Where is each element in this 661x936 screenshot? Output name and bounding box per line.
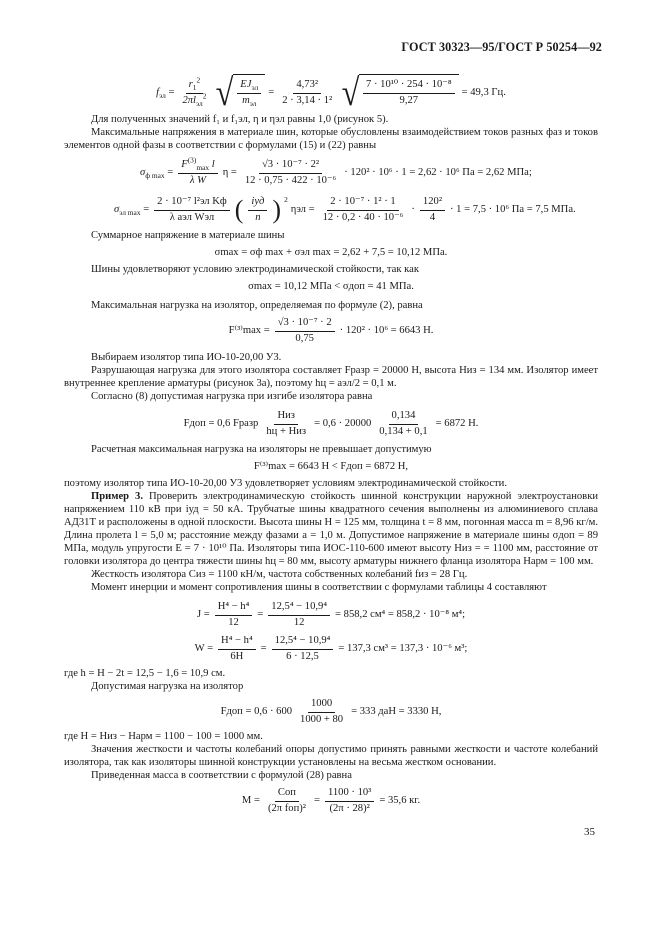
text-paragraph: Для полученных значений f₁ и f₁эл, η и ηэл равны 1,0 (рисунок 5). <box>91 114 389 125</box>
equation-moment-inertia: J = $\frac{\text{H⁴ − h⁴}}{12}$ = $\frac{\text{12,5⁴ − 10,9⁴}}{12}$ = 858,2 см⁴ = 858,2 · 10⁻⁸ м⁴; <box>196 600 466 628</box>
example-3-paragraph: Пример 3. Проверить электродинамическую стойкость шинной конструкции наружной электроустановки напряжением 110 кВ при iуд = 50 кА. Трубчатые шины квадратного сечения выполнены из алюминиевого сплава АД31Т и расположены в одной плоскости. Высота шины H = 125 мм, толщина t = 8 мм, погонная масса m = 8,96 кг/м. Длина пролета l = 5,0 м; расстояние между фазами a = 1,0 м. Допустимое напряжение в материале шины σдоп = 89 МПа, модуль упругости E = 7 · 10¹⁰ Па. Изоляторы типа ИОС-110-600 имеют высоту Hиз = = 1100 мм, расстояние от головки изолятора до центра тяжести шины hц = 80 мм, высоту арматуры нижнего фланца изолятора Hарм = 100 мм. <box>64 491 599 567</box>
text-paragraph: Максимальные напряжения в материале шин, которые обусловлены взаимодействием токов разных фаз и токов элементов одной фазы в соответствии с формулами (15) и (22) равны <box>64 126 598 151</box>
equation-f-el: $f_{эл}$ = $\frac{r_1^2}{2\pi l_{эл}^2}$ √ $\frac{EJ_{эл}}{m_{эл}}$ = $\frac{\text{4,73²}}{\text{2 · 3,14 · 1²}}$ √ $\frac{\text{7 · 10¹⁰ · 254 · 10⁻⁸}}{9,27}$ = 49,3 Гц. <box>156 72 506 114</box>
eq1-frac1: $\frac{r_1^2}{2\pi l_{эл}^2}$ <box>182 75 207 108</box>
text-paragraph: Момент инерции и момент сопротивления шины в соответствии с формулами таблицы 4 составляют <box>91 581 547 593</box>
eq1-sqrt2: √ $\frac{\text{7 · 10¹⁰ · 254 · 10⁻⁸}}{9,27}$ <box>340 74 458 112</box>
equation-f-max: F⁽³⁾max = $\frac{\text{√3 · 10⁻⁷ · 2}}{0,75}$ · 120² · 10⁶ = 6643 Н. <box>228 317 434 344</box>
page-number: 35 <box>584 826 595 838</box>
equation-f-dop: Fдоп = 0,6 Fразр $\frac{\text{Hиз}}{\text{hц + Hиз}}$ = 0,6 · 20000 $\frac{0,134}{0,134 + 0,1}$ = 6872 Н. <box>183 409 479 437</box>
equation-sigma-el-max: $\sigma_{эл max}$ = $\frac{\text{2 · 10⁻⁷ l²эл Kф}}{\text{λ aэл Wэл}}$ ( $\frac{\text{iуд}}{n}$ ) $^2$ ηэл = $\frac{\text{2 · 10⁻⁷ · 1² · 1}}{\text{12 · 0,2 · 40 · 10⁻⁶}}$ · $\frac{\text{120²}}{4}$ · 1 = 7,5 · 10⁶ Па = 7,5 МПа. <box>114 195 576 225</box>
text-paragraph: Шины удовлетворяют условию электродинамической стойкости, так как <box>91 264 419 276</box>
text-paragraph: Максимальная нагрузка на изолятор, определяемая по формуле (2), равна <box>91 300 423 312</box>
text-paragraph: Расчетная максимальная нагрузка на изоляторы не превышает допустимую <box>91 444 432 456</box>
text-paragraph: поэтому изолятор типа ИО-10-20,00 У3 удовлетворяет условиям электродинамической стойкости. <box>64 478 507 490</box>
text-paragraph: Выбираем изолятор типа ИО-10-20,00 У3. <box>91 351 282 363</box>
equation-f-dop-insulator: Fдоп = 0,6 · 600 $\frac{1000}{1000 + 80}$ = 333 даН = 3330 Н, <box>220 698 442 726</box>
equation-sigma-check: σmax = 10,12 МПа < σдоп = 41 МПа. <box>248 281 414 293</box>
text-paragraph: Разрушающая нагрузка для этого изолятора составляет Fразр = 20000 Н, высота Hиз = 134 мм. Изолятор имеет внутреннее крепление арматуры (рисунок 3а), поэтому hц = aэл/2 = 0,1 м. <box>64 364 598 389</box>
text-paragraph: Жесткость изолятора Cиз = 1100 кН/м, частота собственных колебаний fиз = 28 Гц. <box>91 568 468 580</box>
text-paragraph: где h = H − 2t = 12,5 − 1,6 = 10,9 см. <box>64 668 226 680</box>
page-content <box>64 72 598 815</box>
equation-section-modulus: W = $\frac{\text{H⁴ − h⁴}}{6H}$ = $\frac{\text{12,5⁴ − 10,9⁴}}{6 \cdot 12,5}$ = 137,3 см³ = 137,3 · 10⁻⁶ м³; <box>194 635 468 663</box>
equation-f-check: F⁽³⁾max = 6643 Н < Fдоп = 6872 Н, <box>253 461 409 473</box>
text-paragraph: Суммарное напряжение в материале шины <box>91 230 285 242</box>
equation-sigma-sum: σmax = σф max + σэл max = 2,62 + 7,5 = 10,12 МПа. <box>214 247 448 259</box>
equation-reduced-mass: M = $\frac{\text{Cоп}}{\text{(2π fоп)²}}$ = $\frac{\text{1100 · 10³}}{\text{(2π · 28)²}}$ = 35,6 кг. <box>241 786 421 814</box>
eq1-frac2: $\frac{\text{4,73²}}{\text{2 · 3,14 · 1²}}$ <box>282 78 333 106</box>
document-header: ГОСТ 30323—95/ГОСТ Р 50254—92 <box>401 40 602 54</box>
example-label: Пример 3. <box>91 491 143 503</box>
text-paragraph: где H = Hиз − Hарм = 1100 − 100 = 1000 мм. <box>64 730 263 742</box>
text-paragraph: Приведенная масса в соответствии с формулой (28) равна <box>91 769 352 781</box>
eq1-sqrt1: √ $\frac{EJ_{эл}}{m_{эл}}$ <box>214 74 265 112</box>
eq1-lhs: $f_{эл}$ = <box>156 86 175 100</box>
text-paragraph: Согласно (8) допустимая нагрузка при изгибе изолятора равна <box>91 390 373 402</box>
text-paragraph: Значения жесткости и частоты колебаний опоры допустимо принять равными жесткости и частоте колебаний изолятора, так как изоляторы шинной конструкции установлены на весьма жестком основании. <box>64 743 598 768</box>
text-paragraph: Допустимая нагрузка на изолятор <box>91 681 244 693</box>
equation-sigma-ph-max: $\sigma_{ф max}$ = $\frac{F^{(3)}_{max} l}{\text{λ W}}$ η = $\frac{\text{√3 · 10⁻⁷ · 2²}}{\text{12 · 0,75 · 422 · 10⁻⁶}}$ · 120² · 10⁶ · 1 = 2,62 · 10⁶ Па = 2,62 МПа; <box>140 155 532 186</box>
